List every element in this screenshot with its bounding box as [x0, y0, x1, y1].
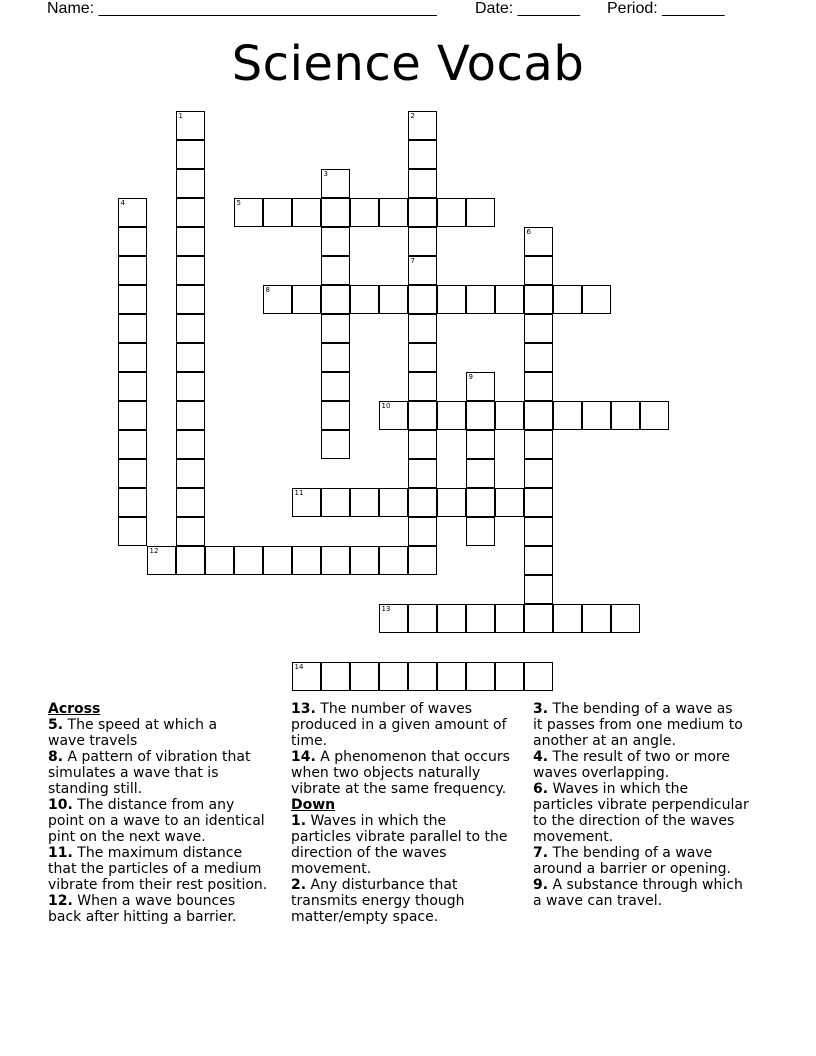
- grid-cell[interactable]: [408, 517, 437, 546]
- name-field[interactable]: Name: ______________________________________: [47, 0, 437, 17]
- clues-column-2: [291, 701, 531, 925]
- grid-cell[interactable]: [524, 401, 553, 430]
- grid-cell[interactable]: [292, 285, 321, 314]
- grid-cell[interactable]: [176, 111, 205, 140]
- grid-cell[interactable]: [176, 285, 205, 314]
- clue-number: 3: [323, 169, 328, 178]
- clue-item-text: The distance from any point on a wave to an identical pint on the next wave.: [48, 797, 265, 845]
- grid-cell[interactable]: [321, 314, 350, 343]
- clue-item: [48, 893, 288, 925]
- clue-number: 8: [265, 285, 270, 294]
- grid-cell[interactable]: [321, 227, 350, 256]
- clues-column-3: [533, 701, 773, 909]
- grid-cell[interactable]: [379, 401, 408, 430]
- grid-cell[interactable]: [118, 256, 147, 285]
- clue-item-text: The number of waves produced in a given amount of time.: [291, 701, 507, 749]
- clue-item-number: 12.: [48, 893, 73, 909]
- grid-cell[interactable]: [466, 285, 495, 314]
- clue-item-text: The bending of a wave around a barrier or opening.: [533, 845, 731, 877]
- grid-cell[interactable]: [321, 401, 350, 430]
- grid-cell[interactable]: [408, 140, 437, 169]
- grid-cell[interactable]: [205, 546, 234, 575]
- clue-item: [533, 781, 773, 845]
- grid-cell[interactable]: [263, 546, 292, 575]
- grid-cell[interactable]: [408, 198, 437, 227]
- grid-cell[interactable]: [350, 662, 379, 691]
- grid-cell[interactable]: [408, 488, 437, 517]
- grid-cell[interactable]: [524, 459, 553, 488]
- clue-item: [533, 749, 773, 781]
- down-clue-list-continued: [533, 701, 773, 909]
- grid-cell[interactable]: [437, 604, 466, 633]
- grid-cell[interactable]: [466, 372, 495, 401]
- clue-number: 2: [410, 111, 415, 120]
- grid-cell[interactable]: [408, 662, 437, 691]
- period-field[interactable]: Period: _______: [607, 0, 725, 17]
- grid-cell[interactable]: [524, 662, 553, 691]
- grid-cell[interactable]: [466, 662, 495, 691]
- grid-cell[interactable]: [524, 314, 553, 343]
- grid-cell[interactable]: [524, 488, 553, 517]
- grid-cell[interactable]: [408, 546, 437, 575]
- grid-cell[interactable]: [524, 343, 553, 372]
- grid-cell[interactable]: [176, 372, 205, 401]
- grid-cell[interactable]: [350, 546, 379, 575]
- grid-cell[interactable]: [379, 285, 408, 314]
- clue-item-number: 10.: [48, 797, 73, 813]
- grid-cell[interactable]: [379, 546, 408, 575]
- clue-item-text: When a wave bounces back after hitting a barrier.: [48, 893, 237, 925]
- grid-cell[interactable]: [582, 604, 611, 633]
- grid-cell[interactable]: [408, 430, 437, 459]
- down-heading: Down: [291, 797, 336, 813]
- grid-cell[interactable]: [176, 517, 205, 546]
- grid-cell[interactable]: [176, 401, 205, 430]
- grid-cell[interactable]: [495, 662, 524, 691]
- grid-cell[interactable]: [437, 198, 466, 227]
- clue-item-number: 13.: [291, 701, 316, 717]
- clue-item-text: The maximum distance that the particles of a medium vibrate from their rest position.: [48, 845, 268, 893]
- grid-cell[interactable]: [118, 198, 147, 227]
- grid-cell[interactable]: [118, 314, 147, 343]
- grid-cell[interactable]: [553, 604, 582, 633]
- grid-cell[interactable]: [582, 401, 611, 430]
- grid-cell[interactable]: [524, 285, 553, 314]
- grid-cell[interactable]: [524, 256, 553, 285]
- grid-cell[interactable]: [408, 285, 437, 314]
- grid-cell[interactable]: [466, 517, 495, 546]
- clue-number: 7: [410, 256, 415, 265]
- across-heading: Across: [48, 701, 101, 717]
- across-clue-list-continued: [291, 701, 531, 797]
- clue-item: [48, 749, 288, 797]
- grid-cell[interactable]: [437, 662, 466, 691]
- clue-item-number: 2.: [291, 877, 307, 893]
- grid-cell[interactable]: [321, 256, 350, 285]
- clue-number: 4: [120, 198, 125, 207]
- grid-cell[interactable]: [466, 604, 495, 633]
- clue-item: [48, 797, 288, 845]
- grid-cell[interactable]: [292, 546, 321, 575]
- grid-cell[interactable]: [408, 111, 437, 140]
- grid-cell[interactable]: [408, 401, 437, 430]
- grid-cell[interactable]: [321, 285, 350, 314]
- grid-cell[interactable]: [321, 169, 350, 198]
- grid-cell[interactable]: [553, 401, 582, 430]
- grid-cell[interactable]: [350, 198, 379, 227]
- grid-cell[interactable]: [495, 401, 524, 430]
- grid-cell[interactable]: [234, 546, 263, 575]
- grid-cell[interactable]: [176, 488, 205, 517]
- page-title: Science Vocab: [231, 36, 585, 92]
- clue-item-number: 1.: [291, 813, 307, 829]
- grid-cell[interactable]: [379, 604, 408, 633]
- clue-item-number: 8.: [48, 749, 64, 765]
- grid-cell[interactable]: [379, 488, 408, 517]
- clues-column-1: [48, 701, 288, 925]
- grid-cell[interactable]: [524, 517, 553, 546]
- grid-cell[interactable]: [176, 546, 205, 575]
- across-clue-list: [48, 717, 288, 925]
- clue-item-number: 11.: [48, 845, 73, 861]
- grid-cell[interactable]: [495, 285, 524, 314]
- grid-cell[interactable]: [466, 401, 495, 430]
- grid-cell[interactable]: [466, 430, 495, 459]
- grid-cell[interactable]: [292, 198, 321, 227]
- clue-item: [291, 877, 531, 925]
- grid-cell[interactable]: [437, 285, 466, 314]
- clue-item-text: Waves in which the particles vibrate parallel to the direction of the waves movement.: [291, 813, 508, 877]
- grid-cell[interactable]: [408, 256, 437, 285]
- clue-number: 1: [178, 111, 183, 120]
- grid-cell[interactable]: [263, 198, 292, 227]
- grid-cell[interactable]: [118, 488, 147, 517]
- grid-cell[interactable]: [495, 604, 524, 633]
- grid-cell[interactable]: [118, 372, 147, 401]
- grid-cell[interactable]: [321, 430, 350, 459]
- grid-cell[interactable]: [118, 430, 147, 459]
- clue-number: 9: [468, 372, 473, 381]
- clue-item-text: A substance through which a wave can travel.: [533, 877, 743, 909]
- grid-cell[interactable]: [524, 575, 553, 604]
- grid-cell[interactable]: [321, 343, 350, 372]
- clue-item: [291, 813, 531, 877]
- clue-item-number: 7.: [533, 845, 549, 861]
- grid-cell[interactable]: [408, 459, 437, 488]
- grid-cell[interactable]: [321, 662, 350, 691]
- grid-cell[interactable]: [176, 430, 205, 459]
- grid-cell[interactable]: [176, 169, 205, 198]
- grid-cell[interactable]: [408, 169, 437, 198]
- grid-cell[interactable]: [321, 488, 350, 517]
- clue-number: 14: [294, 662, 304, 671]
- grid-cell[interactable]: [466, 488, 495, 517]
- clue-item-number: 6.: [533, 781, 549, 797]
- grid-cell[interactable]: [118, 459, 147, 488]
- grid-cell[interactable]: [379, 662, 408, 691]
- grid-cell[interactable]: [408, 314, 437, 343]
- grid-cell[interactable]: [524, 430, 553, 459]
- grid-cell[interactable]: [292, 662, 321, 691]
- grid-cell[interactable]: [321, 546, 350, 575]
- grid-cell[interactable]: [640, 401, 669, 430]
- grid-cell[interactable]: [524, 604, 553, 633]
- grid-cell[interactable]: [147, 546, 176, 575]
- grid-cell[interactable]: [176, 459, 205, 488]
- grid-cell[interactable]: [524, 372, 553, 401]
- date-field[interactable]: Date: _______: [475, 0, 580, 17]
- clue-item-number: 5.: [48, 717, 64, 733]
- grid-cell[interactable]: [176, 198, 205, 227]
- clue-item: [533, 701, 773, 749]
- clue-item-text: Waves in which the particles vibrate perpendicular to the direction of the waves movement.: [533, 781, 749, 845]
- down-clue-list: [291, 813, 531, 925]
- clue-item-text: A phenomenon that occurs when two objects naturally vibrate at the same frequency.: [291, 749, 510, 797]
- clue-item: [291, 749, 531, 797]
- clue-item: [533, 877, 773, 909]
- grid-cell[interactable]: [176, 343, 205, 372]
- clue-item-number: 3.: [533, 701, 549, 717]
- clue-number: 12: [149, 546, 159, 555]
- grid-cell[interactable]: [408, 227, 437, 256]
- grid-cell[interactable]: [118, 285, 147, 314]
- grid-cell[interactable]: [350, 285, 379, 314]
- grid-cell[interactable]: [234, 198, 263, 227]
- grid-cell[interactable]: [176, 256, 205, 285]
- grid-cell[interactable]: [292, 488, 321, 517]
- grid-cell[interactable]: [118, 227, 147, 256]
- grid-cell[interactable]: [263, 285, 292, 314]
- grid-cell[interactable]: [524, 546, 553, 575]
- grid-cell[interactable]: [495, 488, 524, 517]
- grid-cell[interactable]: [582, 285, 611, 314]
- grid-cell[interactable]: [321, 198, 350, 227]
- grid-cell[interactable]: [611, 604, 640, 633]
- clue-item-text: The result of two or more waves overlapping.: [533, 749, 730, 781]
- grid-cell[interactable]: [176, 314, 205, 343]
- grid-cell[interactable]: [408, 604, 437, 633]
- grid-cell[interactable]: [118, 401, 147, 430]
- grid-cell[interactable]: [611, 401, 640, 430]
- grid-cell[interactable]: [408, 343, 437, 372]
- clue-item: [533, 845, 773, 877]
- clue-item-number: 9.: [533, 877, 549, 893]
- grid-cell[interactable]: [524, 227, 553, 256]
- grid-cell[interactable]: [118, 517, 147, 546]
- clue-item-text: The speed at which a wave travels: [48, 717, 218, 749]
- clue-item-text: The bending of a wave as it passes from one medium to another at an angle.: [533, 701, 743, 749]
- clue-number: 5: [236, 198, 241, 207]
- grid-cell[interactable]: [321, 372, 350, 401]
- clue-item: [48, 845, 288, 893]
- clue-number: 6: [526, 227, 531, 236]
- grid-cell[interactable]: [350, 488, 379, 517]
- clue-number: 10: [381, 401, 391, 410]
- grid-cell[interactable]: [176, 227, 205, 256]
- grid-cell[interactable]: [408, 372, 437, 401]
- clue-item-text: Any disturbance that transmits energy though matter/empty space.: [291, 877, 465, 925]
- grid-cell[interactable]: [437, 488, 466, 517]
- grid-cell[interactable]: [176, 140, 205, 169]
- clue-item-number: 14.: [291, 749, 316, 765]
- grid-cell[interactable]: [553, 285, 582, 314]
- clue-item: [291, 701, 531, 749]
- clue-number: 11: [294, 488, 304, 497]
- grid-cell[interactable]: [466, 198, 495, 227]
- clue-item-number: 4.: [533, 749, 549, 765]
- clue-item-text: A pattern of vibration that simulates a wave that is standing still.: [48, 749, 251, 797]
- clue-number: 13: [381, 604, 391, 613]
- grid-cell[interactable]: [437, 401, 466, 430]
- grid-cell[interactable]: [466, 459, 495, 488]
- grid-cell[interactable]: [118, 343, 147, 372]
- grid-cell[interactable]: [379, 198, 408, 227]
- clue-item: [48, 717, 288, 749]
